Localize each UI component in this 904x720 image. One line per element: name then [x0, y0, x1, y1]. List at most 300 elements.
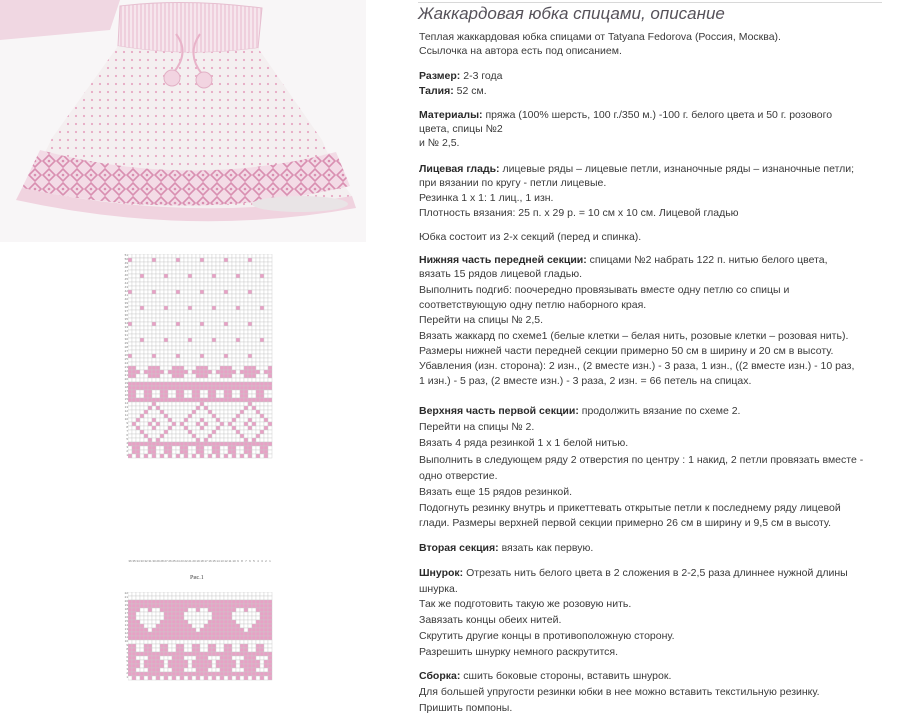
chart-cell [224, 414, 228, 418]
chart-cell [160, 422, 164, 426]
chart-cell [244, 254, 248, 258]
chart-cell [136, 612, 140, 616]
chart-cell [188, 402, 192, 406]
chart-cell [144, 672, 148, 676]
chart-cell [200, 322, 204, 326]
chart-cell [204, 270, 208, 274]
chart-cell [128, 282, 132, 286]
chart-cell [184, 370, 188, 374]
chart-cell [180, 374, 184, 378]
chart-cell [208, 434, 212, 438]
chart-cell [128, 346, 132, 350]
chart-cell [200, 350, 204, 354]
chart-cell [244, 314, 248, 318]
chart-cell [220, 342, 224, 346]
chart-cell [132, 636, 136, 640]
chart-cell [188, 652, 192, 656]
chart-cell [172, 286, 176, 290]
chart-cell [216, 624, 220, 628]
chart-cell [268, 596, 272, 600]
chart-cell [200, 262, 204, 266]
chart-cell [152, 604, 156, 608]
chart-cell [204, 326, 208, 330]
chart-cell [236, 346, 240, 350]
chart-cell [200, 254, 204, 258]
chart-cell [244, 342, 248, 346]
chart-cell [180, 426, 184, 430]
chart-cell [252, 262, 256, 266]
chart-cell [264, 644, 268, 648]
chart-cell [180, 386, 184, 390]
chart-cell [260, 596, 264, 600]
chart-cell [140, 624, 144, 628]
chart-cell [128, 266, 132, 270]
chart-cell [236, 620, 240, 624]
chart-cell [220, 636, 224, 640]
chart-cell [160, 366, 164, 370]
chart-cell [196, 616, 200, 620]
chart-cell [268, 676, 272, 680]
chart-cell [188, 604, 192, 608]
chart-cell [164, 354, 168, 358]
chart-cell [196, 442, 200, 446]
chart-cell [204, 406, 208, 410]
chart-cell [192, 632, 196, 636]
chart-cell [212, 378, 216, 382]
chart-cell [260, 274, 264, 278]
row-number: 15 [124, 397, 128, 401]
chart-cell [260, 366, 264, 370]
chart-cell [160, 426, 164, 430]
chart-cell [248, 386, 252, 390]
chart-cell [180, 410, 184, 414]
chart-cell [172, 422, 176, 426]
chart-cell [244, 644, 248, 648]
chart-cell [212, 612, 216, 616]
chart-cell [200, 286, 204, 290]
chart-cell [172, 600, 176, 604]
chart-cell [208, 402, 212, 406]
chart-cell [248, 668, 252, 672]
chart-cell [224, 350, 228, 354]
chart-cell [212, 656, 216, 660]
chart-cell [212, 640, 216, 644]
chart-cell [208, 446, 212, 450]
chart-cell [260, 270, 264, 274]
chart-cell [156, 334, 160, 338]
chart-cell [212, 322, 216, 326]
chart-cell [128, 430, 132, 434]
chart-cell [140, 318, 144, 322]
chart-cell [204, 652, 208, 656]
chart-cell [168, 334, 172, 338]
lower-front-label: Нижняя часть передней секции: [419, 254, 587, 266]
chart-cell [268, 414, 272, 418]
chart-cell [196, 414, 200, 418]
chart-cell [240, 366, 244, 370]
chart-cell [192, 286, 196, 290]
chart-cell [248, 318, 252, 322]
chart-cell [184, 342, 188, 346]
chart-cell [264, 266, 268, 270]
chart-cell [160, 656, 164, 660]
chart-cell [224, 362, 228, 366]
chart-cell [212, 616, 216, 620]
chart-cell [188, 350, 192, 354]
chart-cell [164, 266, 168, 270]
chart-cell [236, 616, 240, 620]
chart-cell [128, 446, 132, 450]
chart-cell [132, 378, 136, 382]
chart-cell [232, 310, 236, 314]
chart-cell [240, 390, 244, 394]
chart-cell [236, 398, 240, 402]
chart-cell [200, 382, 204, 386]
chart-cell [192, 422, 196, 426]
chart-cell [180, 652, 184, 656]
chart-cell [152, 672, 156, 676]
chart-cell [180, 434, 184, 438]
chart-cell [208, 438, 212, 442]
chart-cell [180, 438, 184, 442]
chart-cell [196, 434, 200, 438]
row-number: 14 [124, 401, 128, 405]
chart-cell [236, 302, 240, 306]
chart-cell [144, 604, 148, 608]
pompom-left [164, 70, 180, 86]
chart-cell [248, 290, 252, 294]
chart-cell [200, 394, 204, 398]
chart-cell [256, 294, 260, 298]
chart-cell [264, 648, 268, 652]
chart-cell [204, 624, 208, 628]
chart-cell [208, 302, 212, 306]
chart-cell [196, 668, 200, 672]
chart-cell [168, 386, 172, 390]
chart-cell [232, 450, 236, 454]
chart-cell [140, 330, 144, 334]
chart-cell [196, 402, 200, 406]
cord-line: Скрутить другие концы в противоположную сторону. [419, 630, 675, 642]
chart-cell [168, 306, 172, 310]
chart-cell [252, 390, 256, 394]
chart-cell [208, 258, 212, 262]
chart-cell [180, 326, 184, 330]
chart-cell [168, 286, 172, 290]
chart-cell [176, 282, 180, 286]
chart-cell [216, 346, 220, 350]
chart-cell [260, 282, 264, 286]
chart-cell [156, 374, 160, 378]
chart-cell [148, 406, 152, 410]
chart-cell [268, 398, 272, 402]
chart-cell [184, 334, 188, 338]
chart-cell [168, 342, 172, 346]
chart-cell [232, 374, 236, 378]
chart-cell [200, 640, 204, 644]
chart-cell [248, 394, 252, 398]
chart-cell [244, 406, 248, 410]
chart-cell [128, 612, 132, 616]
chart-cell [128, 390, 132, 394]
chart-cell [172, 394, 176, 398]
chart-cell [196, 624, 200, 628]
chart-cell [216, 378, 220, 382]
chart-cell [200, 318, 204, 322]
chart-cell [164, 664, 168, 668]
chart-cell [136, 370, 140, 374]
chart-cell [188, 298, 192, 302]
chart-cell [152, 378, 156, 382]
chart-cell [244, 282, 248, 286]
chart-cell [224, 644, 228, 648]
chart-cell [220, 672, 224, 676]
chart-cell [128, 370, 132, 374]
chart-cell [168, 672, 172, 676]
chart-cell [224, 450, 228, 454]
chart-cell [152, 306, 156, 310]
lower-front-line: 1 изн.) - 5 раз, (2 вместе изн.) - 3 раза, 2 изн. = 66 петель на спицах. [419, 375, 752, 387]
chart-cell [268, 382, 272, 386]
chart-cell [256, 258, 260, 262]
chart-cell [132, 382, 136, 386]
chart-cell [148, 314, 152, 318]
chart-cell [184, 274, 188, 278]
chart-cell [132, 438, 136, 442]
chart-cell [208, 354, 212, 358]
chart-cell [236, 446, 240, 450]
chart-cell [192, 616, 196, 620]
chart-cell [212, 636, 216, 640]
chart-cell [220, 302, 224, 306]
chart-cell [224, 406, 228, 410]
chart-cell [252, 354, 256, 358]
chart-cell [168, 430, 172, 434]
chart-cell [260, 298, 264, 302]
chart-cell [256, 354, 260, 358]
chart-cell [268, 294, 272, 298]
chart-cell [180, 266, 184, 270]
chart-cell [128, 334, 132, 338]
chart-cell [236, 370, 240, 374]
chart-cell [228, 608, 232, 612]
chart-cell [220, 366, 224, 370]
chart-cell [140, 616, 144, 620]
chart-cell [172, 648, 176, 652]
chart-cell [176, 390, 180, 394]
chart-cell [180, 346, 184, 350]
chart-cell [216, 258, 220, 262]
chart-cell [216, 608, 220, 612]
chart-cell [208, 676, 212, 680]
chart-cell [184, 628, 188, 632]
chart-cell [268, 338, 272, 342]
chart-cell [200, 354, 204, 358]
chart-cell [212, 414, 216, 418]
chart-cell [240, 322, 244, 326]
upper-first-line: глади. Размеры верхней первой секции примерно 26 см в ширину и 9,5 см в высоту. [419, 517, 832, 529]
chart-cell [140, 306, 144, 310]
chart-cell [256, 286, 260, 290]
chart-cell [152, 338, 156, 342]
chart-cell [192, 270, 196, 274]
chart-cell [140, 358, 144, 362]
col-number: 27 [164, 559, 168, 563]
chart-cell [244, 414, 248, 418]
lower-front-text: спицами №2 набрать 122 п. нитью белого цвета, [589, 254, 828, 266]
chart-cell [152, 600, 156, 604]
chart-cell [156, 278, 160, 282]
chart-cell [260, 266, 264, 270]
chart-cell [248, 652, 252, 656]
chart-cell [260, 394, 264, 398]
chart-cell [240, 274, 244, 278]
chart-cell [196, 644, 200, 648]
chart-cell [256, 370, 260, 374]
chart-cell [212, 282, 216, 286]
chart-cell [176, 596, 180, 600]
chart-cell [168, 624, 172, 628]
chart-cell [204, 648, 208, 652]
chart-cell [144, 434, 148, 438]
chart-cell [268, 660, 272, 664]
chart-cell [140, 604, 144, 608]
chart-cell [212, 262, 216, 266]
chart-cell [216, 298, 220, 302]
chart-cell [260, 668, 264, 672]
chart-cell [232, 314, 236, 318]
chart-cell [256, 648, 260, 652]
chart-cell [164, 652, 168, 656]
chart-cell [220, 330, 224, 334]
col-number: 15 [212, 559, 216, 563]
chart-cell [140, 366, 144, 370]
chart-cell [164, 274, 168, 278]
chart-cell [184, 358, 188, 362]
chart-cell [144, 342, 148, 346]
chart-cell [180, 254, 184, 258]
chart-cell [128, 422, 132, 426]
chart-cell [252, 434, 256, 438]
chart-cell [172, 302, 176, 306]
chart-cell [260, 434, 264, 438]
chart-cell [196, 660, 200, 664]
chart-cell [164, 438, 168, 442]
chart-cell [252, 450, 256, 454]
assembly-text: сшить боковые стороны, вставить шнурок. [463, 670, 672, 682]
chart-cell [268, 346, 272, 350]
chart-cell [144, 294, 148, 298]
chart-cell [204, 628, 208, 632]
row-number: 21 [124, 373, 128, 377]
chart-cell [236, 612, 240, 616]
chart-cell [144, 620, 148, 624]
chart-cell [236, 390, 240, 394]
chart-cell [212, 438, 216, 442]
chart-cell [148, 644, 152, 648]
chart-cell [180, 290, 184, 294]
chart-cell [236, 644, 240, 648]
chart-cell [212, 366, 216, 370]
chart-cell [132, 454, 136, 458]
chart-cell [224, 326, 228, 330]
chart-cell [248, 346, 252, 350]
chart-cell [144, 370, 148, 374]
chart-cell [152, 644, 156, 648]
chart-cell [196, 370, 200, 374]
chart-cell [136, 318, 140, 322]
chart-cell [136, 636, 140, 640]
chart-cell [232, 334, 236, 338]
chart-cell [144, 600, 148, 604]
chart-cell [172, 282, 176, 286]
chart-cell [188, 358, 192, 362]
chart2-grid [128, 592, 274, 720]
chart-cell [228, 430, 232, 434]
chart-cell [188, 326, 192, 330]
chart-cell [156, 434, 160, 438]
chart-cell [196, 418, 200, 422]
chart-cell [180, 334, 184, 338]
lower-front-line: вязать 15 рядов лицевой гладью. [419, 268, 582, 280]
chart-cell [240, 358, 244, 362]
row-number: 39 [124, 301, 128, 305]
chart-cell [132, 410, 136, 414]
chart-cell [244, 636, 248, 640]
chart-cell [176, 652, 180, 656]
chart-cell [224, 620, 228, 624]
chart-cell [240, 334, 244, 338]
chart-cell [172, 414, 176, 418]
chart-cell [248, 426, 252, 430]
col-number: 29 [156, 559, 160, 563]
chart-cell [132, 620, 136, 624]
chart-cell [236, 426, 240, 430]
chart-cell [208, 282, 212, 286]
chart-cell [176, 664, 180, 668]
chart-cell [164, 366, 168, 370]
row-number: 46 [124, 273, 128, 277]
chart-cell [244, 596, 248, 600]
chart-cell [268, 354, 272, 358]
chart-cell [224, 374, 228, 378]
chart-cell [228, 322, 232, 326]
chart-cell [156, 378, 160, 382]
chart-cell [256, 282, 260, 286]
chart-cell [224, 270, 228, 274]
chart-cell [184, 676, 188, 680]
chart-cell [148, 616, 152, 620]
chart-cell [204, 394, 208, 398]
chart-cell [156, 636, 160, 640]
chart-cell [176, 406, 180, 410]
upper-first-label: Верхняя часть первой секции: [419, 405, 579, 417]
chart-cell [228, 274, 232, 278]
chart-cell [144, 334, 148, 338]
row-number: 11 [124, 635, 128, 639]
chart-cell [212, 394, 216, 398]
chart-cell [128, 596, 132, 600]
chart-cell [192, 374, 196, 378]
chart-cell [152, 362, 156, 366]
chart-cell [184, 338, 188, 342]
chart-cell [180, 660, 184, 664]
chart-cell [156, 258, 160, 262]
chart-cell [156, 362, 160, 366]
chart-cell [184, 406, 188, 410]
chart-cell [140, 402, 144, 406]
chart-cell [160, 346, 164, 350]
